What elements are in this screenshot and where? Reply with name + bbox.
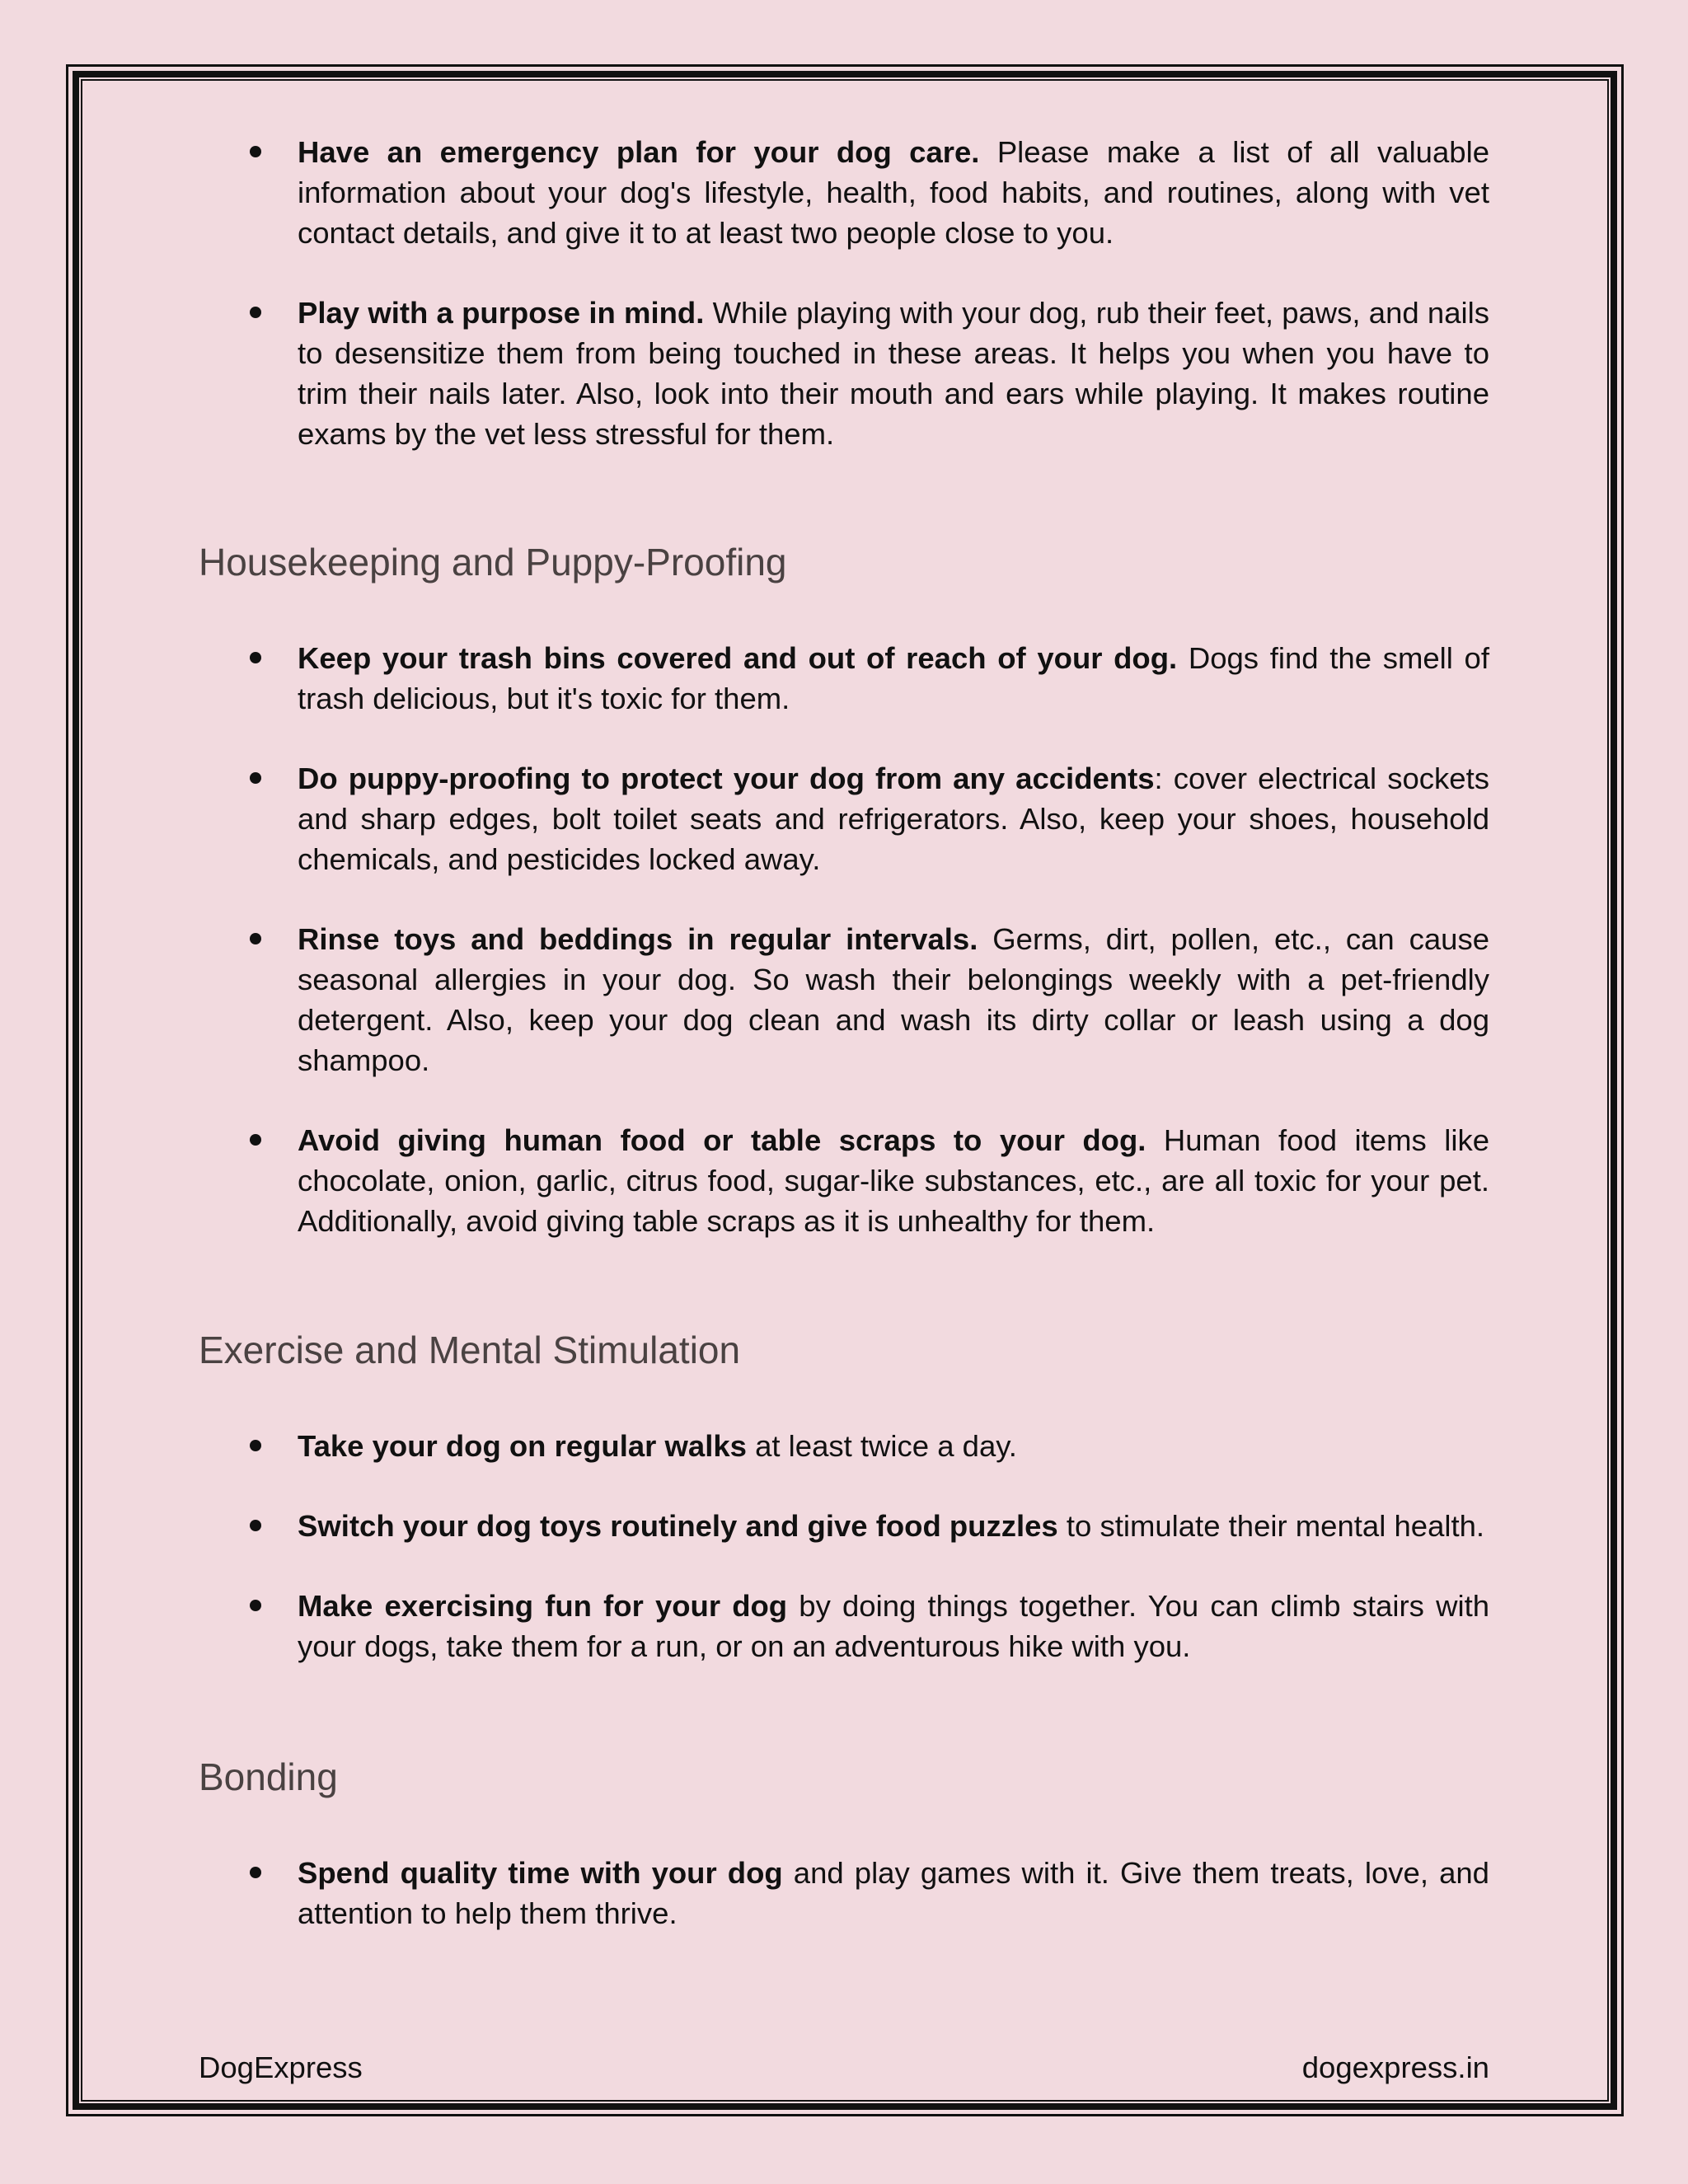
section-heading-housekeeping: Housekeeping and Puppy-Proofing [199,541,787,583]
bullet-icon [250,1134,261,1146]
list-item [199,638,1489,719]
bullet-icon [250,1600,261,1611]
list-item [199,293,1489,454]
item-text: Dogs find the smell of trash delicious, but it's toxic for them. [298,641,1489,715]
bullet-icon [250,1520,261,1531]
bonding-list [199,1853,1489,1933]
bullet-icon [250,146,261,157]
item-lead: Switch your dog toys routinely and give food puzzles [298,1509,1058,1543]
exercise-list [199,1426,1489,1666]
bullet-icon [250,652,261,663]
footer-website: dogexpress.in [1301,2050,1489,2084]
item-lead: Rinse toys and beddings in regular intervals. [298,922,978,956]
item-lead: Take your dog on regular walks [298,1429,747,1463]
bullet-icon [250,1440,261,1451]
list-item [199,1853,1489,1933]
list-item [199,1586,1489,1666]
item-text: : cover electrical sockets and sharp edges, bolt toilet seats and refrigerators. Also, keep your shoes, household chemicals, and pesticides locked away. [298,762,1489,876]
item-text: Human food items like chocolate, onion, garlic, citrus food, sugar-like substances, etc., are all toxic for your pet. Additionally, avoid giving table scraps as it is unhealthy for them. [298,1123,1489,1238]
item-lead: Keep your trash bins covered and out of reach of your dog. [298,641,1178,675]
item-lead: Spend quality time with your dog [298,1856,783,1890]
item-lead: Avoid giving human food or table scraps to your dog. [298,1123,1146,1157]
item-lead: Do puppy-proofing to protect your dog from any accidents [298,762,1155,795]
item-text: to stimulate their mental health. [1057,1509,1485,1543]
item-text: at least twice a day. [746,1429,1017,1463]
bullet-icon [250,1867,261,1878]
item-text: While playing with your dog, rub their feet, paws, and nails to desensitize them from being touched in these areas. It helps you when you have to trim their nails later. Also, look into their mouth and ears while playing. It makes routine exams by the vet less stressful for them. [298,296,1490,451]
section-heading-bonding: Bonding [199,1755,338,1798]
item-lead: Make exercising fun for your dog [298,1589,788,1623]
item-text: by doing things together. You can climb stairs with your dogs, take them for a run, or on an adventurous hike with you. [298,1589,1490,1663]
list-item [199,919,1489,1080]
item-text: Germs, dirt, pollen, etc., can cause seasonal allergies in your dog. So wash their belongings weekly with a pet-friendly detergent. Also, keep your dog clean and wash its dirty collar or leash using a dog shampoo. [298,922,1489,1077]
bullet-icon [250,307,261,318]
bullet-icon [250,772,261,784]
item-text: and play games with it. Give them treats, love, and attention to help them thrive. [298,1856,1489,1930]
item-lead: Play with a purpose in mind. [298,296,705,330]
item-lead: Have an emergency plan for your dog care. [298,135,980,169]
footer-brand: DogExpress [199,2050,363,2084]
housekeeping-list [199,638,1489,1241]
item-text: Please make a list of all valuable information about your dog's lifestyle, health, food habits, and routines, along with vet contact details, and give it to at least two people close to you. [298,135,1489,250]
list-item [199,1506,1489,1546]
list-item [199,132,1489,253]
list-item [199,1120,1489,1241]
section-heading-exercise: Exercise and Mental Stimulation [199,1329,741,1371]
emergency-play-list [199,132,1489,454]
bullet-icon [250,933,261,944]
list-item [199,758,1489,879]
list-item [199,1426,1489,1466]
